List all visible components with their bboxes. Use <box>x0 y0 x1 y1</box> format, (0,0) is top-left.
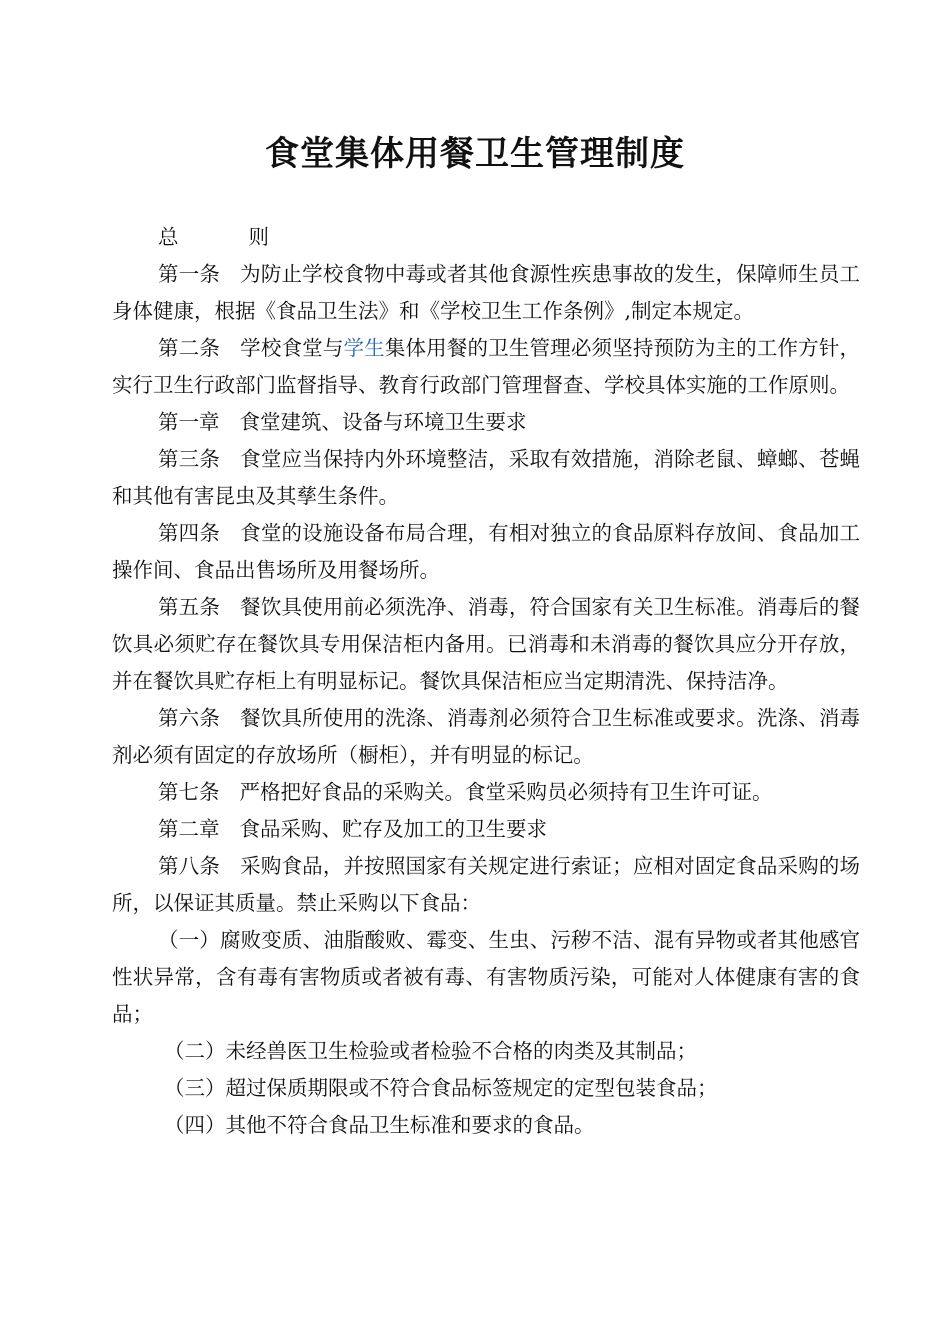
article-text: 为防止学校食物中毒或者其他食源性疾患事故的发生，保障师生员工身体健康，根据《食品卫生法》和《学校卫生工作条例》,制定本规定。 <box>112 262 860 323</box>
article-label: 第六条 <box>158 706 220 730</box>
article-text: 严格把好食品的采购关。食堂采购员必须持有卫生许可证。 <box>239 780 773 804</box>
article-7 <box>112 774 860 811</box>
list-item-4: （四）其他不符合食品卫生标准和要求的食品。 <box>164 1113 595 1137</box>
article-label: 第三条 <box>158 447 220 471</box>
article-label: 第七条 <box>158 780 220 804</box>
article-label: 第一条 <box>158 262 220 286</box>
page-title: 食堂集体用餐卫生管理制度 <box>265 134 685 174</box>
article-1 <box>112 256 860 330</box>
list-item-1: （一）腐败变质、油脂酸败、霉变、生虫、污秽不洁、混有异物或者其他感官性状异常，含有毒有害物质或者被有毒、有害物质污染，可能对人体健康有害的食品； <box>112 928 860 1026</box>
article-3 <box>112 441 860 515</box>
article-label: 第二条 <box>158 336 220 360</box>
article-2 <box>112 330 860 404</box>
article-text: 食堂的设施设备布局合理，有相对独立的食品原料存放间、食品加工操作间、食品出售场所及用餐场所。 <box>112 521 860 582</box>
article-text: 食堂应当保持内外环境整洁，采取有效措施，消除老鼠、蟑螂、苍蝇和其他有害昆虫及其孳生条件。 <box>112 447 860 508</box>
article-4 <box>112 515 860 589</box>
article-text-pre: 学校食堂与 <box>240 336 344 360</box>
document-body <box>112 219 860 1144</box>
article-label: 第四条 <box>158 521 220 545</box>
article-8 <box>112 848 860 922</box>
article-5 <box>112 589 860 700</box>
chapter-2-heading <box>112 811 860 848</box>
article-text: 采购食品，并按照国家有关规定进行索证；应相对固定食品采购的场所，以保证其质量。禁止采购以下食品： <box>112 854 860 915</box>
general-right: 则 <box>248 225 269 249</box>
article-6 <box>112 700 860 774</box>
student-link[interactable]: 学生 <box>343 336 385 360</box>
article-text-post: 集体用餐的卫生管理必须坚持预防为主的工作方针，实行卫生行政部门监督指导、教育行政部门管理督查、学校具体实施的工作原则。 <box>112 336 861 397</box>
chapter-label: 第二章 <box>158 817 220 841</box>
general-left: 总 <box>158 225 179 249</box>
section-heading-general <box>112 219 860 256</box>
chapter-1-heading <box>112 404 860 441</box>
article-label: 第八条 <box>158 854 220 878</box>
chapter-label: 第一章 <box>158 410 220 434</box>
article-label: 第五条 <box>158 595 220 619</box>
list-item-2: （二）未经兽医卫生检验或者检验不合格的肉类及其制品； <box>164 1039 697 1063</box>
chapter-title: 食堂建筑、设备与环境卫生要求 <box>239 410 527 434</box>
list-item-3: （三）超过保质期限或不符合食品标签规定的定型包装食品； <box>164 1076 718 1100</box>
chapter-title: 食品采购、贮存及加工的卫生要求 <box>239 817 547 841</box>
article-text: 餐饮具所使用的洗涤、消毒剂必须符合卫生标准或要求。洗涤、消毒剂必须有固定的存放场所（橱柜），并有明显的标记。 <box>112 706 860 767</box>
article-text: 餐饮具使用前必须洗净、消毒，符合国家有关卫生标准。消毒后的餐饮具必须贮存在餐饮具专用保洁柜内备用。已消毒和未消毒的餐饮具应分开存放，并在餐饮具贮存柜上有明显标记。餐饮具保洁柜应当定期清洗、保持洁净。 <box>112 595 860 693</box>
